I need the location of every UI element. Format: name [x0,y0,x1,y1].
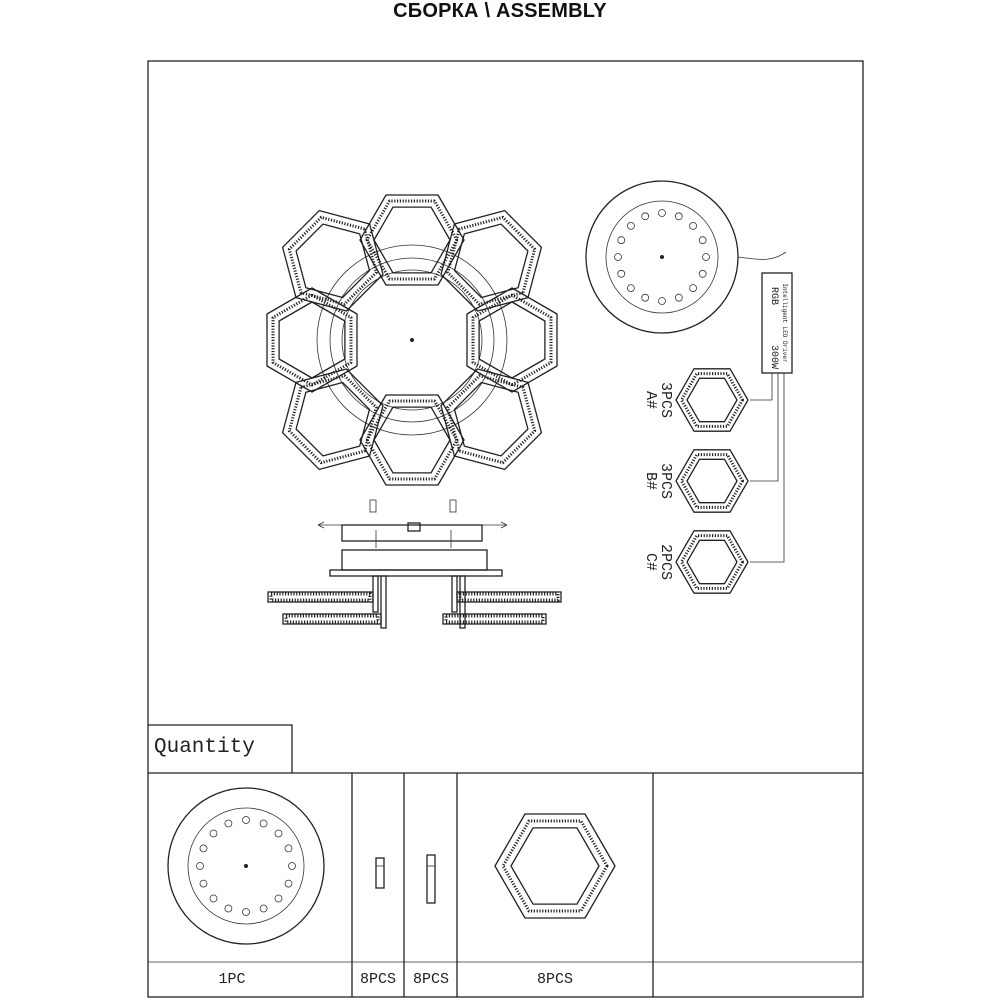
petal-ring-3-outer [467,288,557,392]
table-base-hole-11 [210,895,217,902]
base-hole-16 [642,213,649,220]
ring-b-code: B# [642,471,659,491]
center-mark [410,338,414,342]
ring-b-qty: 3PCS [657,462,674,500]
base-hole-14 [618,237,625,244]
base-hole-9 [659,298,666,305]
table-base-hole-9 [243,909,250,916]
table-base-hole-3 [275,830,282,837]
base-hole-8 [675,294,682,301]
base-hole-10 [642,294,649,301]
petal-ring-1-inner [374,207,450,273]
petal-ring-8-crystal [289,217,376,304]
qty-short-connector: 8PCS [359,971,397,988]
base-hole-6 [699,270,706,277]
ring-c-crystal [682,536,743,589]
quantity-table [148,725,863,997]
table-base-hole-15 [210,830,217,837]
qty-long-connector: 8PCS [412,971,450,988]
petal-ring-2-inner [455,224,528,297]
table-ring-outer [495,814,615,918]
ring-c-diagram [676,531,748,593]
table-base-hole-7 [275,895,282,902]
led-driver [738,252,792,562]
petal-ring-4-crystal [448,376,535,463]
long-connector-icon [427,855,435,903]
short-connector-icon [376,858,384,888]
table-base-hole-14 [200,845,207,852]
table-base-hole-13 [197,863,204,870]
qty-base-plate: 1PC [218,971,246,988]
ring-side-upper-right [457,592,561,602]
ring-side-upper-left-texture [271,594,370,600]
ring-a-crystal [682,374,743,427]
wire-a [750,373,772,400]
driver-label-300w: 300W [768,345,779,370]
petal-ring-2-crystal [448,217,535,304]
base-hole-3 [690,222,697,229]
table-ring-crystal [503,821,607,911]
table-base-hole-16 [225,820,232,827]
quantity-header: Quantity [154,736,255,759]
ring-side-upper-right-texture [460,594,558,600]
base-hole-13 [615,254,622,261]
table-ring-inner [511,828,599,904]
base-hole-center [660,255,664,259]
table-base-hole-12 [200,880,207,887]
base-hole-5 [703,254,710,261]
base-hole-11 [627,285,634,292]
petal-ring-5-outer [360,395,464,485]
top-view-assembly [267,195,557,485]
base-plate-holes [615,210,710,305]
ring-b-crystal [682,455,743,508]
stem-right-a [452,576,457,612]
bracket-screw [408,523,420,531]
driver-input-cable [738,252,786,259]
side-view-assembly [268,500,561,628]
petal-ring-6-inner [296,383,369,456]
base-body-side [342,550,487,570]
qty-hexagon-ring: 8PCS [536,971,574,988]
base-hole-15 [627,222,634,229]
ring-c-qty: 2PCS [657,543,674,581]
table-hexagon-ring [495,814,615,918]
petal-ring-8-inner [296,224,369,297]
ring-c-inner [687,540,737,583]
ring-b-inner [687,459,737,502]
table-base-hole-4 [285,845,292,852]
ring-side-lower-left-texture [286,616,378,622]
stem-left-b [381,576,386,628]
table-base-hole-center [244,864,248,868]
ring-b-diagram [676,450,748,512]
base-hole-7 [690,285,697,292]
wire-c [750,373,784,562]
table-base-hole-1 [243,817,250,824]
base-hole-12 [618,270,625,277]
table-base-hole-5 [289,863,296,870]
mount-bracket [342,525,482,541]
ring-b-label [642,463,674,499]
ring-c-label [642,544,674,580]
ring-a-code: A# [642,390,659,410]
petal-ring-5-inner [374,407,450,473]
page-title: СБОРКА \ ASSEMBLY [393,0,607,22]
table-base-hole-2 [260,820,267,827]
ring-a-label [642,382,674,418]
ring-a-inner [687,378,737,421]
table-base-hole-8 [260,905,267,912]
base-hole-1 [659,210,666,217]
anchor-right [450,500,456,512]
petal-ring-1-outer [360,195,464,285]
table-base-hole-10 [225,905,232,912]
base-hole-2 [675,213,682,220]
petal-ring-4-inner [455,383,528,456]
ring-a-diagram [676,369,748,431]
driver-label-rgb: RGB [768,287,779,306]
petal-ring-3-inner [479,302,545,378]
wire-b [750,373,778,481]
ring-groups [642,369,748,593]
base-plate-side [330,570,502,576]
table-base-hole-6 [285,880,292,887]
base-hole-4 [699,237,706,244]
base-plate-diagram [586,181,738,333]
drawing-frame [148,61,863,997]
ring-a-qty: 3PCS [657,381,674,419]
petal-ring-6-crystal [289,376,376,463]
petal-ring-7-outer [267,288,357,392]
petal-ring-7-inner [279,302,345,378]
ring-c-code: C# [642,552,659,572]
driver-label-1: Intelligent LED Driver [781,283,788,363]
table-base-holes [197,817,296,916]
stem-left-a [373,576,378,612]
anchor-left [370,500,376,512]
